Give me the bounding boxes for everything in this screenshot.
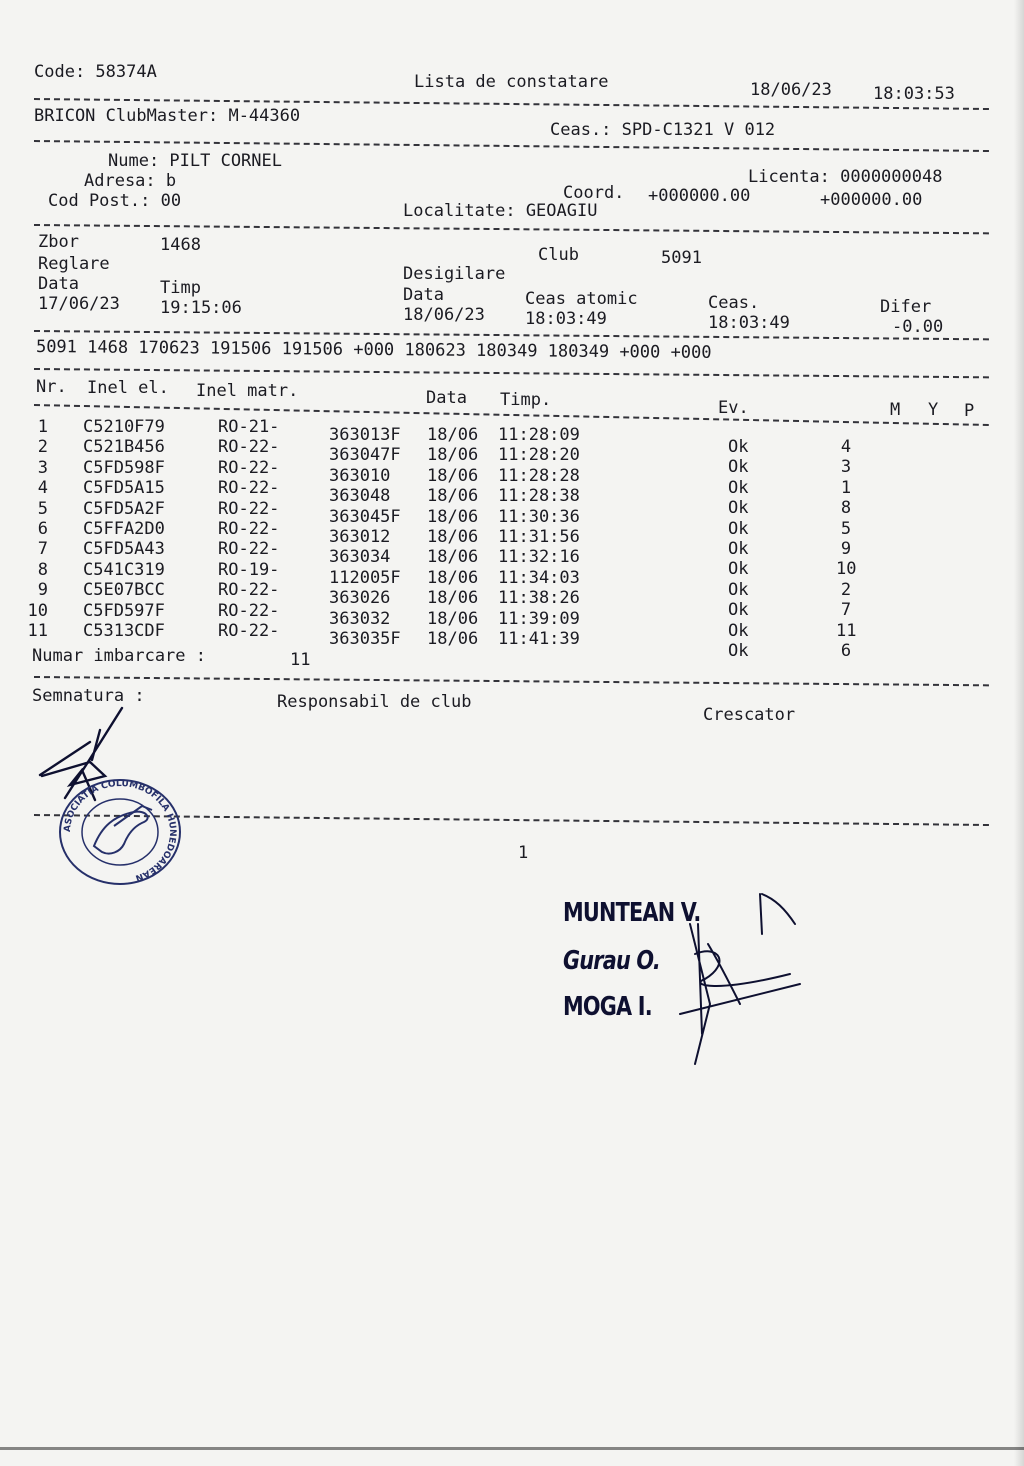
locality-label: Localitate: GEOAGIU: [403, 201, 598, 221]
cell-nr: 9: [37, 580, 48, 601]
code-label: Code: 58374A: [34, 62, 157, 82]
coord-label: Coord.: [563, 183, 625, 203]
header-date: 18/06/23: [750, 80, 832, 100]
scan-edge-shadow: [1014, 0, 1024, 1466]
difer-label: Difer: [880, 297, 932, 317]
clubmaster-label: BRICON ClubMaster: M-44360: [34, 106, 301, 126]
cell-data: 18/06: [427, 445, 479, 466]
separator: [34, 676, 989, 686]
ceas-value: 18:03:49: [708, 313, 790, 333]
handwritten-name-2: Gurau O.: [563, 946, 660, 976]
cell-ev: Ok: [728, 477, 749, 498]
cell-data: 18/06: [427, 629, 479, 649]
cell-matr-nr: 363012: [329, 527, 391, 547]
cell-loc: 2: [840, 579, 852, 600]
cell-matr: RO-22-: [218, 600, 280, 621]
reglare-timp: 19:15:06: [160, 298, 242, 318]
cell-timp: 11:39:09: [498, 608, 580, 629]
cell-ev: Ok: [728, 579, 749, 600]
club-label: Club: [538, 245, 579, 265]
svg-text:ASOCIATIA COLUMBOFILA HUNEDOAR: [63, 779, 177, 883]
difer-value: -0.00: [892, 317, 944, 337]
cell-ev: Ok: [728, 559, 749, 580]
cell-matr-nr: 363047F: [329, 445, 401, 466]
header-inel-matr: Inel matr.: [196, 381, 299, 401]
cell-nr: 10: [27, 600, 48, 621]
document-title: Lista de constatare: [414, 72, 609, 92]
cell-loc: 1: [840, 477, 852, 498]
cell-data: 18/06: [427, 506, 479, 527]
cell-data: 18/06: [427, 425, 479, 445]
ceas-atomic-label: Ceas atomic: [525, 289, 638, 309]
cell-loc: 8: [840, 498, 852, 519]
cell-inel-el: C5FD598F: [83, 457, 165, 478]
cell-loc: 11: [836, 620, 857, 641]
cell-timp: 11:28:28: [498, 465, 580, 486]
cell-nr: 5: [37, 498, 48, 519]
cell-timp: 11:34:03: [498, 567, 580, 588]
cell-timp: 11:41:39: [498, 629, 580, 649]
coord-y: +000000.00: [820, 190, 923, 210]
cell-timp: 11:28:20: [498, 445, 580, 466]
cell-inel-el: C5FD597F: [83, 600, 165, 621]
cell-matr: RO-22-: [218, 437, 280, 458]
cell-data: 18/06: [427, 608, 479, 629]
desig-data: 18/06/23: [403, 305, 485, 325]
cell-matr-nr: 363034: [329, 547, 391, 568]
cell-matr: RO-22-: [218, 621, 280, 641]
code-line: 5091 1468 170623 191506 191506 +000 180623 180349 180349 +000 +000: [35, 337, 712, 363]
cell-ev: Ok: [728, 457, 749, 478]
cell-ev: Ok: [728, 539, 749, 559]
cell-timp: 11:30:36: [498, 506, 580, 527]
cell-inel-el: C521B456: [83, 437, 165, 458]
cell-matr-nr: 363013F: [329, 425, 401, 445]
handwritten-initials-scribble: [650, 884, 810, 1074]
cell-nr: 8: [37, 559, 48, 580]
cell-matr-nr: 363048: [329, 486, 391, 507]
cell-loc: 10: [836, 559, 857, 580]
cell-loc: 3: [840, 457, 852, 478]
desig-data-label: Data: [403, 285, 444, 305]
semnatura-label: Semnatura :: [32, 686, 145, 706]
owner-address: Adresa: b: [84, 171, 177, 191]
cell-nr: 4: [37, 478, 48, 499]
cell-matr: RO-21-: [218, 417, 280, 437]
clock-label: Ceas.: SPD-C1321 V 012: [550, 120, 776, 140]
cell-inel-el: C5210F79: [83, 417, 165, 437]
cell-matr-nr: 363045F: [329, 506, 401, 527]
cell-data: 18/06: [427, 547, 479, 568]
cell-inel-el: C5313CDF: [83, 621, 165, 641]
cell-ev: Ok: [728, 518, 749, 539]
cell-timp: 11:28:09: [498, 425, 580, 445]
page-number: 1: [518, 843, 529, 863]
handwritten-name-3: MOGA I.: [563, 992, 652, 1022]
ceas-label: Ceas.: [708, 293, 760, 313]
cell-nr: 1: [37, 417, 48, 437]
cell-matr-nr: 363035F: [329, 629, 401, 649]
desigilare-label: Desigilare: [403, 264, 506, 284]
reglare-label: Reglare: [38, 254, 110, 274]
club-value: 5091: [661, 248, 702, 268]
stamp-text: ASOCIATIA COLUMBOFILA HUNEDOAREAN: [62, 778, 178, 883]
cell-matr-nr: 363032: [329, 608, 391, 629]
owner-postcode: Cod Post.: 00: [48, 191, 182, 211]
cell-ev: Ok: [728, 641, 749, 661]
ceas-atomic-value: 18:03:49: [525, 309, 607, 329]
handwritten-name-1: MUNTEAN V.: [563, 898, 701, 928]
separator: [34, 368, 989, 378]
cell-data: 18/06: [427, 486, 479, 507]
cell-inel-el: C5FFA2D0: [83, 519, 165, 539]
cell-matr-nr: 363026: [329, 588, 391, 609]
coord-x: +000000.00: [648, 186, 751, 206]
cell-timp: 11:38:26: [498, 588, 580, 609]
cell-loc: 5: [840, 518, 852, 539]
cell-nr: 11: [27, 621, 48, 641]
header-data: Data: [426, 388, 467, 408]
cell-inel-el: C541C319: [83, 559, 165, 580]
license-label: Licenta: 0000000048: [748, 167, 943, 187]
cell-data: 18/06: [427, 567, 479, 588]
scan-edge-line: [0, 1447, 1024, 1450]
association-stamp: [54, 776, 186, 888]
cell-matr: RO-22-: [218, 519, 280, 539]
cell-nr: 7: [37, 539, 48, 560]
cell-nr: 6: [37, 519, 48, 539]
crescator-label: Crescator: [703, 705, 796, 725]
header-inel-el: Inel el.: [87, 378, 169, 398]
header-nr: Nr.: [36, 377, 67, 397]
cell-nr: 2: [37, 437, 48, 458]
numar-imbarcare-label: Numar imbarcare :: [32, 646, 206, 666]
cell-inel-el: C5E07BCC: [83, 580, 165, 601]
cell-data: 18/06: [427, 527, 479, 547]
cell-loc: 7: [840, 600, 852, 621]
cell-timp: 11:32:16: [498, 547, 580, 568]
responsabil-label: Responsabil de club: [277, 692, 472, 712]
cell-matr: RO-22-: [218, 478, 280, 499]
header-y: Y: [928, 400, 939, 420]
reglare-timp-label: Timp: [160, 278, 201, 298]
cell-loc: 4: [840, 437, 852, 457]
cell-ev: Ok: [728, 498, 749, 519]
cell-inel-el: C5FD5A15: [83, 478, 165, 499]
cell-matr-nr: 363010: [329, 465, 391, 486]
cell-ev: Ok: [728, 437, 749, 457]
zbor-value: 1468: [160, 235, 201, 255]
header-p: P: [964, 401, 975, 421]
cell-loc: 6: [840, 641, 852, 661]
reglare-data: 17/06/23: [38, 294, 120, 314]
cell-loc: 9: [840, 539, 852, 559]
cell-inel-el: C5FD5A2F: [83, 498, 165, 519]
header-time: 18:03:53: [873, 84, 955, 104]
cell-matr: RO-22-: [218, 498, 280, 519]
header-timp: Timp.: [500, 390, 552, 410]
header-m: M: [890, 400, 901, 420]
cell-matr: RO-19-: [218, 559, 280, 580]
cell-nr: 3: [37, 457, 48, 478]
cell-data: 18/06: [427, 465, 479, 486]
cell-matr: RO-22-: [218, 539, 280, 560]
cell-matr: RO-22-: [218, 457, 280, 478]
cell-timp: 11:28:38: [498, 486, 580, 507]
cell-data: 18/06: [427, 588, 479, 609]
numar-imbarcare-value: 11: [290, 650, 311, 670]
zbor-label: Zbor: [38, 232, 79, 252]
reglare-data-label: Data: [38, 274, 79, 294]
owner-name: Nume: PILT CORNEL: [108, 151, 282, 171]
separator: [34, 224, 989, 234]
cell-inel-el: C5FD5A43: [83, 539, 165, 560]
header-ev: Ev.: [718, 398, 749, 418]
cell-ev: Ok: [728, 620, 749, 641]
cell-ev: Ok: [728, 600, 749, 621]
cell-matr-nr: 112005F: [329, 567, 401, 588]
cell-matr: RO-22-: [218, 580, 280, 601]
cell-timp: 11:31:56: [498, 527, 580, 547]
